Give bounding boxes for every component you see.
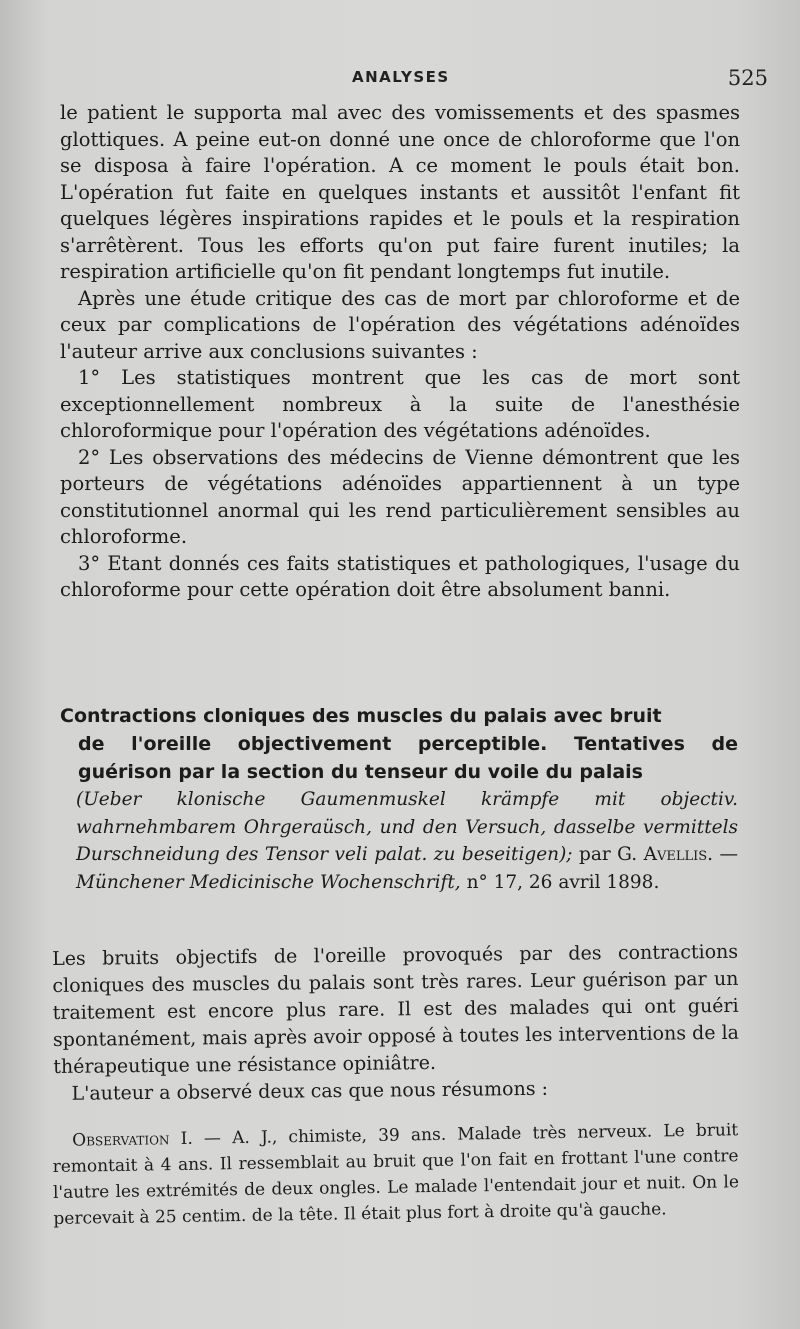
running-title: ANALYSES xyxy=(352,68,450,86)
running-header xyxy=(0,66,800,90)
author-name: Avellis xyxy=(643,844,708,865)
article-title-line-2: de l'oreille objectivement perceptible. Tentatives de guérison par la section du tenseur du voile du palais xyxy=(78,733,738,783)
observation-label: Observation I. xyxy=(72,1128,193,1151)
conclusion-3: 3° Etant donnés ces faits statistiques et pathologiques, l'usage du chloroforme pour cette opération doit être absolument banni. xyxy=(60,551,740,601)
conclusion-1: 1° Les statistiques montrent que les cas de mort sont exceptionnellement nombreux à la suite de l'anesthésie chloroformique pour l'opération des végétations adénoïdes. xyxy=(60,366,740,442)
preceding-article-text xyxy=(60,100,740,604)
article-title xyxy=(60,702,738,786)
article-title-line-1: Contractions cloniques des muscles du palais avec bruit xyxy=(60,705,662,727)
german-title: (Ueber klonische Gaumenmuskel krämpfe mit objectiv. wahrnehmbarem Ohrgeraüsch, und den Versuch, dasselbe vermittels Durschneidung des Tensor veli palat. zu beseitigen); xyxy=(76,789,738,865)
observation-block xyxy=(52,1117,740,1232)
page-number: 525 xyxy=(727,66,768,90)
author-prefix: par G. xyxy=(579,844,638,865)
citation-dash: . — xyxy=(707,844,738,865)
article-heading-block xyxy=(60,702,738,896)
journal-name: Münchener Medicinische Wochenschrift, xyxy=(76,871,461,893)
observation-text: — A. J., chimiste, 39 ans. Malade très nerveux. Le bruit remontait à 4 ans. Il ressemblait au bruit que l'on fait en frottant l'une contre l'autre les extrémités de deux ongles. Le malade l'entendait jour et nuit. On le percevait à 25 centim. de la tête. Il était plus fort à droite qu'à gauche. xyxy=(52,1120,740,1229)
article-paragraph-2: L'auteur a observé deux cas que nous résumons : xyxy=(71,1077,549,1105)
paragraph-continuation: le patient le supporta mal avec des vomissements et des spasmes glottiques. A peine eut-on donné une once de chloroforme que l'on se disposa à faire l'opération. A ce moment le pouls était bon. L'opération fut faite en quelques instants et aussitôt l'enfant fit quelques légères inspirations rapides et le pouls et la respiration s'arrêtèrent. Tous les efforts qu'on put faire furent inutiles; la respiration artificielle qu'on fit pendant longtemps fut inutile. xyxy=(60,101,740,283)
paragraph-conclusions-intro: Après une étude critique des cas de mort par chloroforme et de ceux par complications de l'opération des végétations adénoïdes l'auteur arrive aux conclusions suivantes : xyxy=(60,286,740,363)
observation-paragraph xyxy=(52,1117,740,1232)
article-citation xyxy=(60,786,738,896)
article-body xyxy=(52,939,740,1108)
journal-issue: n° 17, 26 avril 1898. xyxy=(466,871,660,893)
conclusion-2: 2° Les observations des médecins de Vienne démontrent que les porteurs de végétations adénoïdes appartiennent à un type constitutionnel anormal qui les rend particulièrement sensibles au chloroforme. xyxy=(60,445,740,548)
article-paragraph-1: Les bruits objectifs de l'oreille provoqués par des contractions cloniques des muscles du palais sont très rares. Leur guérison par un traitement est encore plus rare. Il est des malades qui ont guéri spontanément, mais après avoir opposé à toutes les interventions de la thérapeutique une résistance opiniâtre. xyxy=(52,940,740,1078)
